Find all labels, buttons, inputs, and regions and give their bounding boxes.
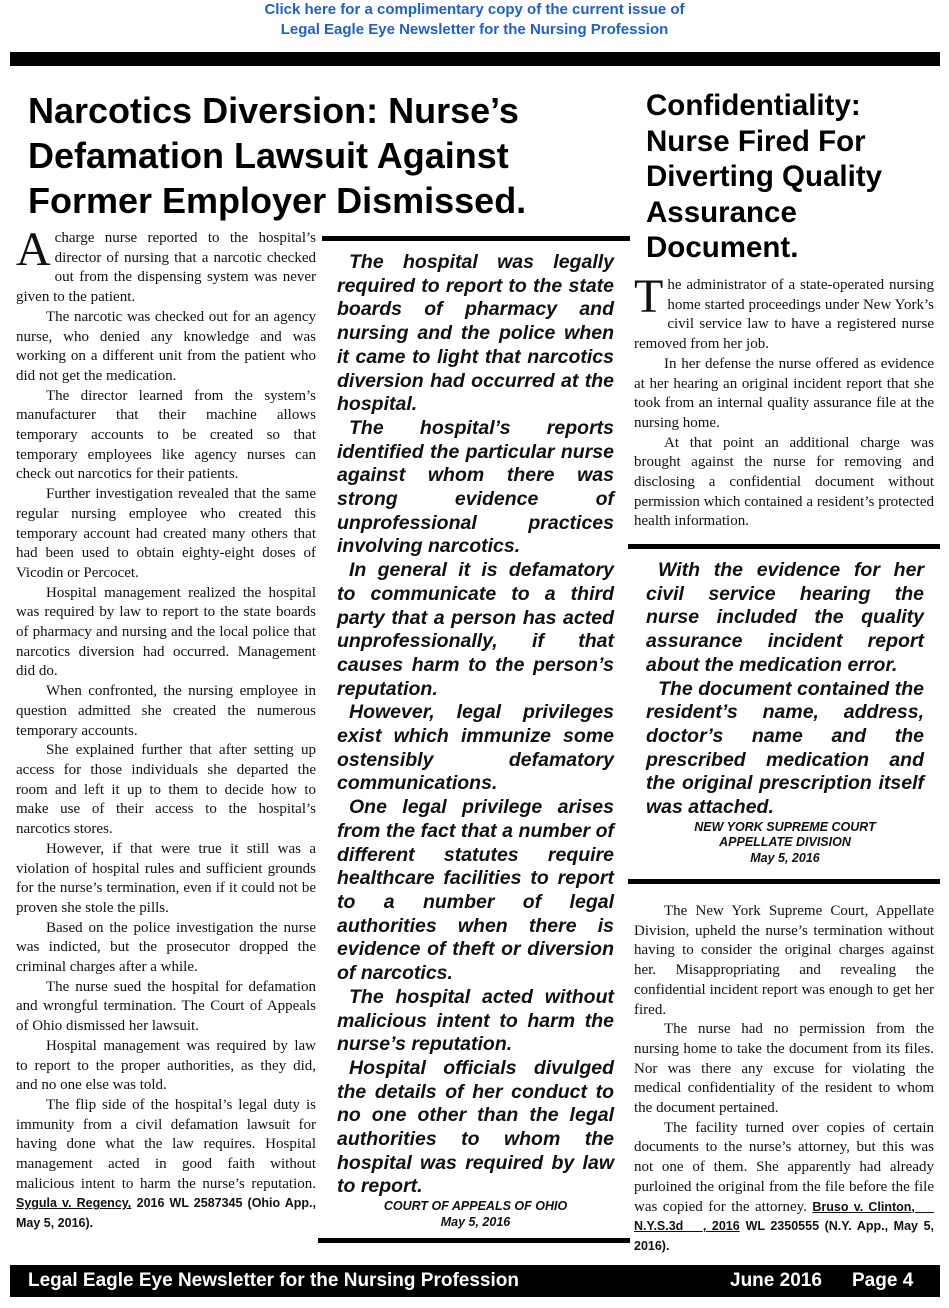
promo-line-1: Click here for a complimentary copy of the current issue of	[264, 1, 685, 18]
article1-headline: Narcotics Diversion: Nurse’s Defamation Lawsuit Against Former Employer Dismissed.	[28, 90, 527, 221]
article2-citation: WL 2350555 (N.Y. App., May 5, 2016).	[634, 1219, 934, 1253]
middle-column-bottom-rule	[318, 1238, 630, 1243]
article1-paragraph: Based on the police investigation the nurse was indicted, but the prosecutor dropped the criminal charges after a while.	[16, 919, 316, 976]
article1-last-paragraph: The flip side of the hospital’s legal duty is immunity from a civil defamation lawsuit for having done what the law requires. Hospital management acted in good faith without malicious intent to harm the nurse’s reputation. Sygula v. Regency, 2016 WL 2587345 (Ohio App., May 5, 2016).	[16, 1096, 317, 1231]
article2-body	[634, 270, 934, 532]
article2-citation-case: Bruso v. Clinton, __ N.Y.S.3d __, 2016	[634, 1199, 934, 1234]
article2-pull-quote	[646, 559, 924, 866]
pull-quote-paragraph: With the evidence for her civil service hearing the nurse included the quality assurance incident report about the medication error.	[646, 559, 924, 676]
article2-last-paragraph: The facility turned over copies of certain documents to the nurse’s attorney, but this was not one of them. She apparently had already purloined the original from the file before the file was copied for the attorney. Bruso v. Clinton, __ N.Y.S.3d __, 2016 WL 2350555 (N.Y. App., May 5, 2016).	[634, 1119, 934, 1253]
middle-column-top-rule	[322, 236, 630, 241]
promo-link[interactable]	[0, 0, 949, 40]
article1-paragraph: When confronted, the nursing employee in question admitted she created the numerous temporary accounts.	[16, 683, 316, 739]
pull-quote-paragraph: One legal privilege arises from the fact that a number of different statutes require healthcare facilities to report to a number of legal authorities when there is evidence of theft or diversion of narcotics.	[337, 796, 614, 985]
article2-dropcap: T	[634, 270, 664, 323]
article2-first-paragraph: The administrator of a state-operated nursing home started proceedings under New York’s civil service law to have a registered nurse removed from her job.	[634, 270, 934, 353]
pull-quote-paragraph: The document contained the resident’s name, address, doctor’s name and the prescribed medication and the original prescription itself was attached.	[646, 677, 924, 819]
article1-pull-quote	[337, 251, 614, 1230]
article2-court: NEW YORK SUPREME COURT APPELLATE DIVISION May 5, 2016	[694, 819, 876, 865]
article1-paragraph: However, if that were true it still was a violation of hospital rules and sufficient grounds for the nurse’s termination, even if it could not be proven she stole the pills.	[16, 840, 316, 916]
footer-page-number: Page 4	[852, 1270, 914, 1291]
article1-first-paragraph: Acharge nurse reported to the hospital’s director of nursing that a narcotic checked out from the dispensing system was never given to the patient.	[16, 223, 316, 306]
article2-body-continued	[634, 902, 934, 1257]
footer-issue-date: June 2016	[730, 1270, 822, 1291]
pull-quote-paragraph: The hospital’s reports identified the particular nurse against whom there was strong evidence of unprofessional practices involving narcotics.	[337, 416, 614, 558]
pull-quote-paragraph: The hospital was legally required to report to the state boards of pharmacy and nursing and the police when it came to light that narcotics diversion had occurred at the hospital.	[337, 251, 614, 416]
article1-paragraph: The nurse sued the hospital for defamation and wrongful termination. The Court of Appeals of Ohio dismissed her lawsuit.	[16, 978, 316, 1035]
pull-quote-paragraph: In general it is defamatory to communicate to a third party that a person has acted unprofessionally, if that causes harm to the person’s reputation.	[337, 559, 614, 700]
article2-paragraph: In her defense the nurse offered as evidence at her hearing an original incident report that she took from an internal quality assurance file at the nursing home.	[634, 355, 934, 431]
article1-body	[16, 223, 317, 1234]
article1-citation-case: Sygula v. Regency,	[16, 1196, 132, 1211]
right-column-rule-upper	[628, 544, 940, 549]
article1-paragraph: She explained further that after setting up access for those individuals she departed the room and left it up to them to decide how to make use of their access to the hospital’s narcotics stores.	[16, 742, 316, 838]
promo-line-2: Legal Eagle Eye Newsletter for the Nursing Profession	[280, 21, 669, 38]
article1-dropcap: A	[16, 223, 51, 276]
article1-paragraph: Hospital management was required by law to report to the proper authorities, as they did, and no one else was told.	[16, 1037, 316, 1094]
article1-paragraph: Hospital management realized the hospital was required by law to report to the state boards of pharmacy and nursing and the local police that narcotics diversion had occurred. Management did do.	[16, 584, 316, 680]
article2-paragraph: The New York Supreme Court, Appellate Division, upheld the nurse’s termination without having to consider the original charges against her. Misappropriating and revealing the confidential incident report was enough to get her fired.	[634, 903, 934, 1018]
article2-headline: Confidentiality: Nurse Fired For Diverting Quality Assurance Document.	[646, 89, 883, 264]
footer-newsletter-title: Legal Eagle Eye Newsletter for the Nursing Profession	[28, 1270, 519, 1291]
pull-quote-paragraph: The hospital acted without malicious intent to harm the nurse’s reputation.	[337, 985, 614, 1056]
top-divider-bar	[10, 52, 940, 66]
article2-paragraph: At that point an additional charge was brought against the nurse for removing and disclosing a confidential document without permission which contained a resident’s protected health information.	[634, 434, 934, 530]
page-footer	[10, 1265, 940, 1297]
article1-citation: 2016 WL 2587345 (Ohio App., May 5, 2016).	[16, 1196, 317, 1231]
article2-paragraph: The nurse had no permission from the nursing home to take the document from its files. Nor was there any excuse for violating the medical confidentiality of the resident to whom the document pertained.	[634, 1021, 934, 1117]
article1-paragraph: Further investigation revealed that the same regular nursing employee who created this temporary account had created many others that had been used to obtain eighty-eight doses of Vicodin or Percocet.	[16, 486, 316, 581]
pull-quote-paragraph: Hospital officials divulged the details of her conduct to no one other than the legal authorities to whom the hospital was required by law to report.	[337, 1056, 614, 1198]
right-column-rule-lower	[628, 879, 940, 884]
article1-court: COURT OF APPEALS OF OHIO May 5, 2016	[383, 1199, 568, 1229]
pull-quote-paragraph: However, legal privileges exist which immunize some ostensibly defamatory communications.	[337, 701, 614, 795]
article1-paragraph: The narcotic was checked out for an agency nurse, who denied any knowledge and was working on a different unit from the patient who did not get the medication.	[16, 308, 316, 384]
article1-paragraph: The director learned from the system’s manufacturer that their machine allows temporary accounts to be created so that temporary employees like agency nurses can check out narcotics for their patients.	[16, 387, 316, 483]
